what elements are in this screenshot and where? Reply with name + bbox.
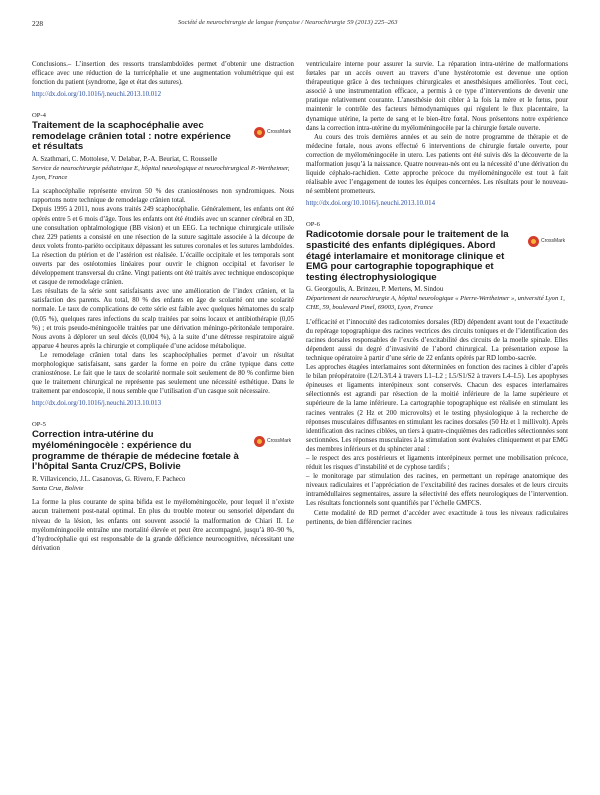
abstract-title: Traitement de la scaphocéphalie avec remodelage crânien total : notre expérience et résultats (32, 120, 231, 153)
page-number: 228 (32, 19, 44, 28)
abstract-op6 (306, 221, 568, 526)
abstract-paragraph: Le remodelage crânien total dans les scaphocéphalies permet d’avoir un résultat morphologique satisfaisant, sans garder la forme en poire du crâne typique dans cette craniosténose. Le fait que le taux de scolarité normale soit seulement de 80 % confirme bien que le traitement chirurgical ne représente pas seulement une nécessité esthétique. Dans le traitement par endoscopie, il nous semble que l’utilisation d’un casque soit nécessaire. (32, 351, 294, 396)
abstract-paragraph: Cette modalité de RD permet d’accéder avec exactitude à tous les niveaux radiculaires pertinents, de bien différencier racines (306, 509, 568, 526)
right-column (306, 60, 568, 527)
abstract-paragraph: Les approches étagées interlamaires sont déterminées en fonction des racines à cibler d’après le bilan préopératoire (L2/L3/L4 à travers L1–L2 ; L5/S1/S2 à travers L4–L5). Les apophyses épineuses et ligaments interépineux sont conservés. Chacun des espaces interlamaires sélectionnés est agrandi par résection de la moitié inférieure de la lame supérieure et supérieure de la lame inférieure. La cartographie topographique est réalisée en stimulant les racines ventrales (2 Hz et 200 microvolts) et le testing physiologique à la recherche de réponses musculaires diffusantes en stimulant les racines dorsales (50 Hz et 1 millivolt). Après identification des racines ciblées, un tiers à quatre-cinquièmes des radicelles sélectionnées sont sectionnées. Les réponses musculaires à la stimulation sont évaluées cliniquement et par EMG des membres inférieurs et du sphincter anal : (306, 364, 568, 453)
crossmark-icon[interactable]: CrossMark (254, 435, 290, 448)
journal-header: Société de neurochirurgie de langue française / Neurochirurgie 59 (2013) 225–263 (178, 19, 398, 26)
list-item: – le monitorage par stimulation des racines, en permettant un repérage anatomique des niveaux radiculaires et l’appréciation de l’excitabilité des racines dorsales et de leurs circuits intramédullaires segmentaires, assure la sélectivité des effets neurologiques de l’intervention. Les résultats fonctionnels sont quantifiés par l’échelle GMFCS. (306, 473, 568, 508)
abstract-paragraph: Depuis 1995 à 2011, nous avons traités 249 scaphocéphalie. Généralement, les enfants ont été opérés entre 5 et 6 mois d’âge. Tous les enfants ont été étudiés avec un scanner cérébral en 3D, une consultation ophtalmologique (BB vision) et un EEG. La technique chirurgicale utilisée chez 229 patients a consisté en une résection de la suture sagittale associée à la découpe de deux volets fronto-pariéto occipitaux dépassant les sutures coronales et les sutures lambdoïdes. La résection du ptérion et de l’astérion est réalisée. L’écaille occipitale et les temporals sont ouverts par des ostéotomies linéaires pour ouvrir le chignon occipital et favoriser le développement transversal du crâne. Vingt patients ont été traités avec technique endoscopique et casque de remodelage crânien. (32, 206, 294, 287)
abstract-paragraph: L’efficacité et l’innocuité des radicotomies dorsales (RD) dépendent avant tout de l’exactitude du repérage topographique des racines vectrices des circuits toniques et de l’identification des racines dorsales responsables de l’excès d’excitabilité des circuits de la moelle spinale. Elles dépendent aussi du degré d’invasivité de l’abord chirurgical. La présentation expose la technique opératoire à partir d’une série de 22 enfants opérés par RD lombo-sacrée. (306, 318, 568, 362)
crossmark-icon[interactable]: CrossMark (528, 235, 564, 248)
abstract-op4 (32, 112, 294, 408)
list-item: – le respect des arcs postérieurs et ligaments interépineux permet une mobilisation précoce, réduit les risques d’instabilité et de cyphose tardifs ; (306, 454, 568, 472)
abstract-code: OP-4 (32, 112, 46, 120)
abstract-paragraph: La scaphocéphalie représente environ 50 % des craniosténoses non syndromiques. Nous rapportons notre technique de remodelage crânien total. (32, 188, 294, 205)
abstract-code: OP-5 (32, 421, 46, 429)
abstract-paragraph: ventriculaire interne pour assurer la survie. La réparation intra-utérine de malformations fœtales par un accès ouvert au travers d’une hystérotomie est devenue une option thérapeutique grâce à des techniques chirurgicales et anesthésiques améliorées. Tout ceci, associé à une instrumentation efficace, a permis à ce type d’interventions de devenir une pratique relativement courante. L’anesthésie doit cibler à la fois la mère et le fœtus, pour maintenir le contrôle des facteurs hémodynamiques qui régulent le flux placentaire, la dynamique utérine, la perte de sang et le bien-être fœtal. Nous présentons notre expérience dans la correction intra-utérine du myéloméningocèle par la chirurgie fœtale ouverte. (306, 61, 568, 132)
doi-link[interactable]: http://dx.doi.org/10.1016/j.neuchi.2013.10.012 (32, 91, 162, 99)
abstract-affiliation: Santa Cruz, Bolivie (32, 484, 84, 492)
abstract-authors: G. Georgoulis, A. Brinzeu, P. Mertens, M. Sindou (306, 286, 444, 294)
abstract-op5 (32, 421, 294, 553)
doi-link[interactable]: http://dx.doi.org/10.1016/j.neuchi.2013.10.013 (32, 400, 162, 408)
conclusion-paragraph: Conclusions.– L’insertion des ressorts translambdoïdes permet d’obtenir une distraction efficace avec une réduction de la turricéphalie et une augmentation volumétrique qui est fonction du patient (syndrome, âge et état des sutures). (32, 61, 294, 87)
abstract-code: OP-6 (306, 221, 320, 229)
abstract-title: Radicotomie dorsale pour le traitement de la spasticité des enfants diplégiques. Abord étagé interlamaire et monitorage clinique et EMG pour cartographie topographique et testing électrophysiologique (306, 229, 509, 283)
abstract-authors: R. Villavicencio, J.L. Casanovas, G. Rivero, F. Pacheco (32, 475, 186, 483)
doi-link[interactable]: http://dx.doi.org/10.1016/j.neuchi.2013.10.014 (306, 200, 436, 208)
crossmark-icon[interactable]: CrossMark (254, 126, 290, 139)
abstract-affiliation: Département de neurochirurgie A, hôpital neurologique « Pierre-Wertheimer », université Lyon 1, CHE, 59, boulevard Pinel, 69003, Lyon, France (306, 295, 565, 311)
left-column (32, 60, 294, 553)
abstract-affiliation: Service de neurochirurgie pédiatrique E, hôpital neurologique et neurochirurgical P.-Wertheimer, Lyon, France (32, 165, 290, 181)
abstract-title: Correction intra-utérine du myéloméningocèle : expérience du programme de thérapie de médecine fœtale à l’hôpital Santa Cruz/CPS, Bolivie (32, 429, 239, 473)
abstract-paragraph: La forme la plus courante de spina bifida est le myéloméningocèle, pour lequel il n’existe aucun traitement post-natal optimal. En plus du trouble moteur ou sensoriel dépendant du niveau de la lésion, les enfants ont souvent associé la malformation de Chiari II. Le myéloméningocèle entraîne une mortalité élevée et peut être accompagné, jusqu’à 80–90 %, d’hydrocéphalie qui est responsable de la grande déficience neurocognitive, nécessitant une dérivation (32, 499, 294, 552)
abstract-paragraph: Au cours des trois dernières années et au sein de notre programme de thérapie et de médecine fœtale, nous avons effectué 6 interventions de chirurgie fœtale ouverte, pour correction de myéloméningocèle in utero. Les patients ont été suivis dès la découverte de la malformation jusqu’à la naissance. Quatre nouveau-nés ont eu la nécessité d’une dérivation du liquide céphalo-rachidien. Cette approche précoce du myéloméningocèle est tout à fait réalisable avec l’engagement de toutes les équipes concernées. Les résultats pour le nouveau-né semblent prometteurs. (306, 133, 568, 196)
abstract-paragraph: Les résultats de la série sont satisfaisants avec une amélioration de l’index crânien, et la satisfaction des parents. Au total, 80 % des enfants en âge de scolarité ont une scolarité normale. Le taux de complications de cette série est faible avec quelques hématomes du scalp (0,05 %), quelques rares infections du scalp traitées par soins locaux et antibiothérapie (0,05 %) ; et trois pseudo-méningocèle traitées par une dérivation méningo-péritonéale temporaire. Nous avons à déplorer un seul décès (0,004 %), à la suite d’une détresse respiratoire aiguë apparue 4 heures après la chirurgie et compliquée d’une acidose métabolique. (32, 288, 294, 350)
abstract-authors: A. Szathmari, C. Mottolese, V. Delabar, P.-A. Beuriat, C. Rousselle (32, 156, 218, 164)
